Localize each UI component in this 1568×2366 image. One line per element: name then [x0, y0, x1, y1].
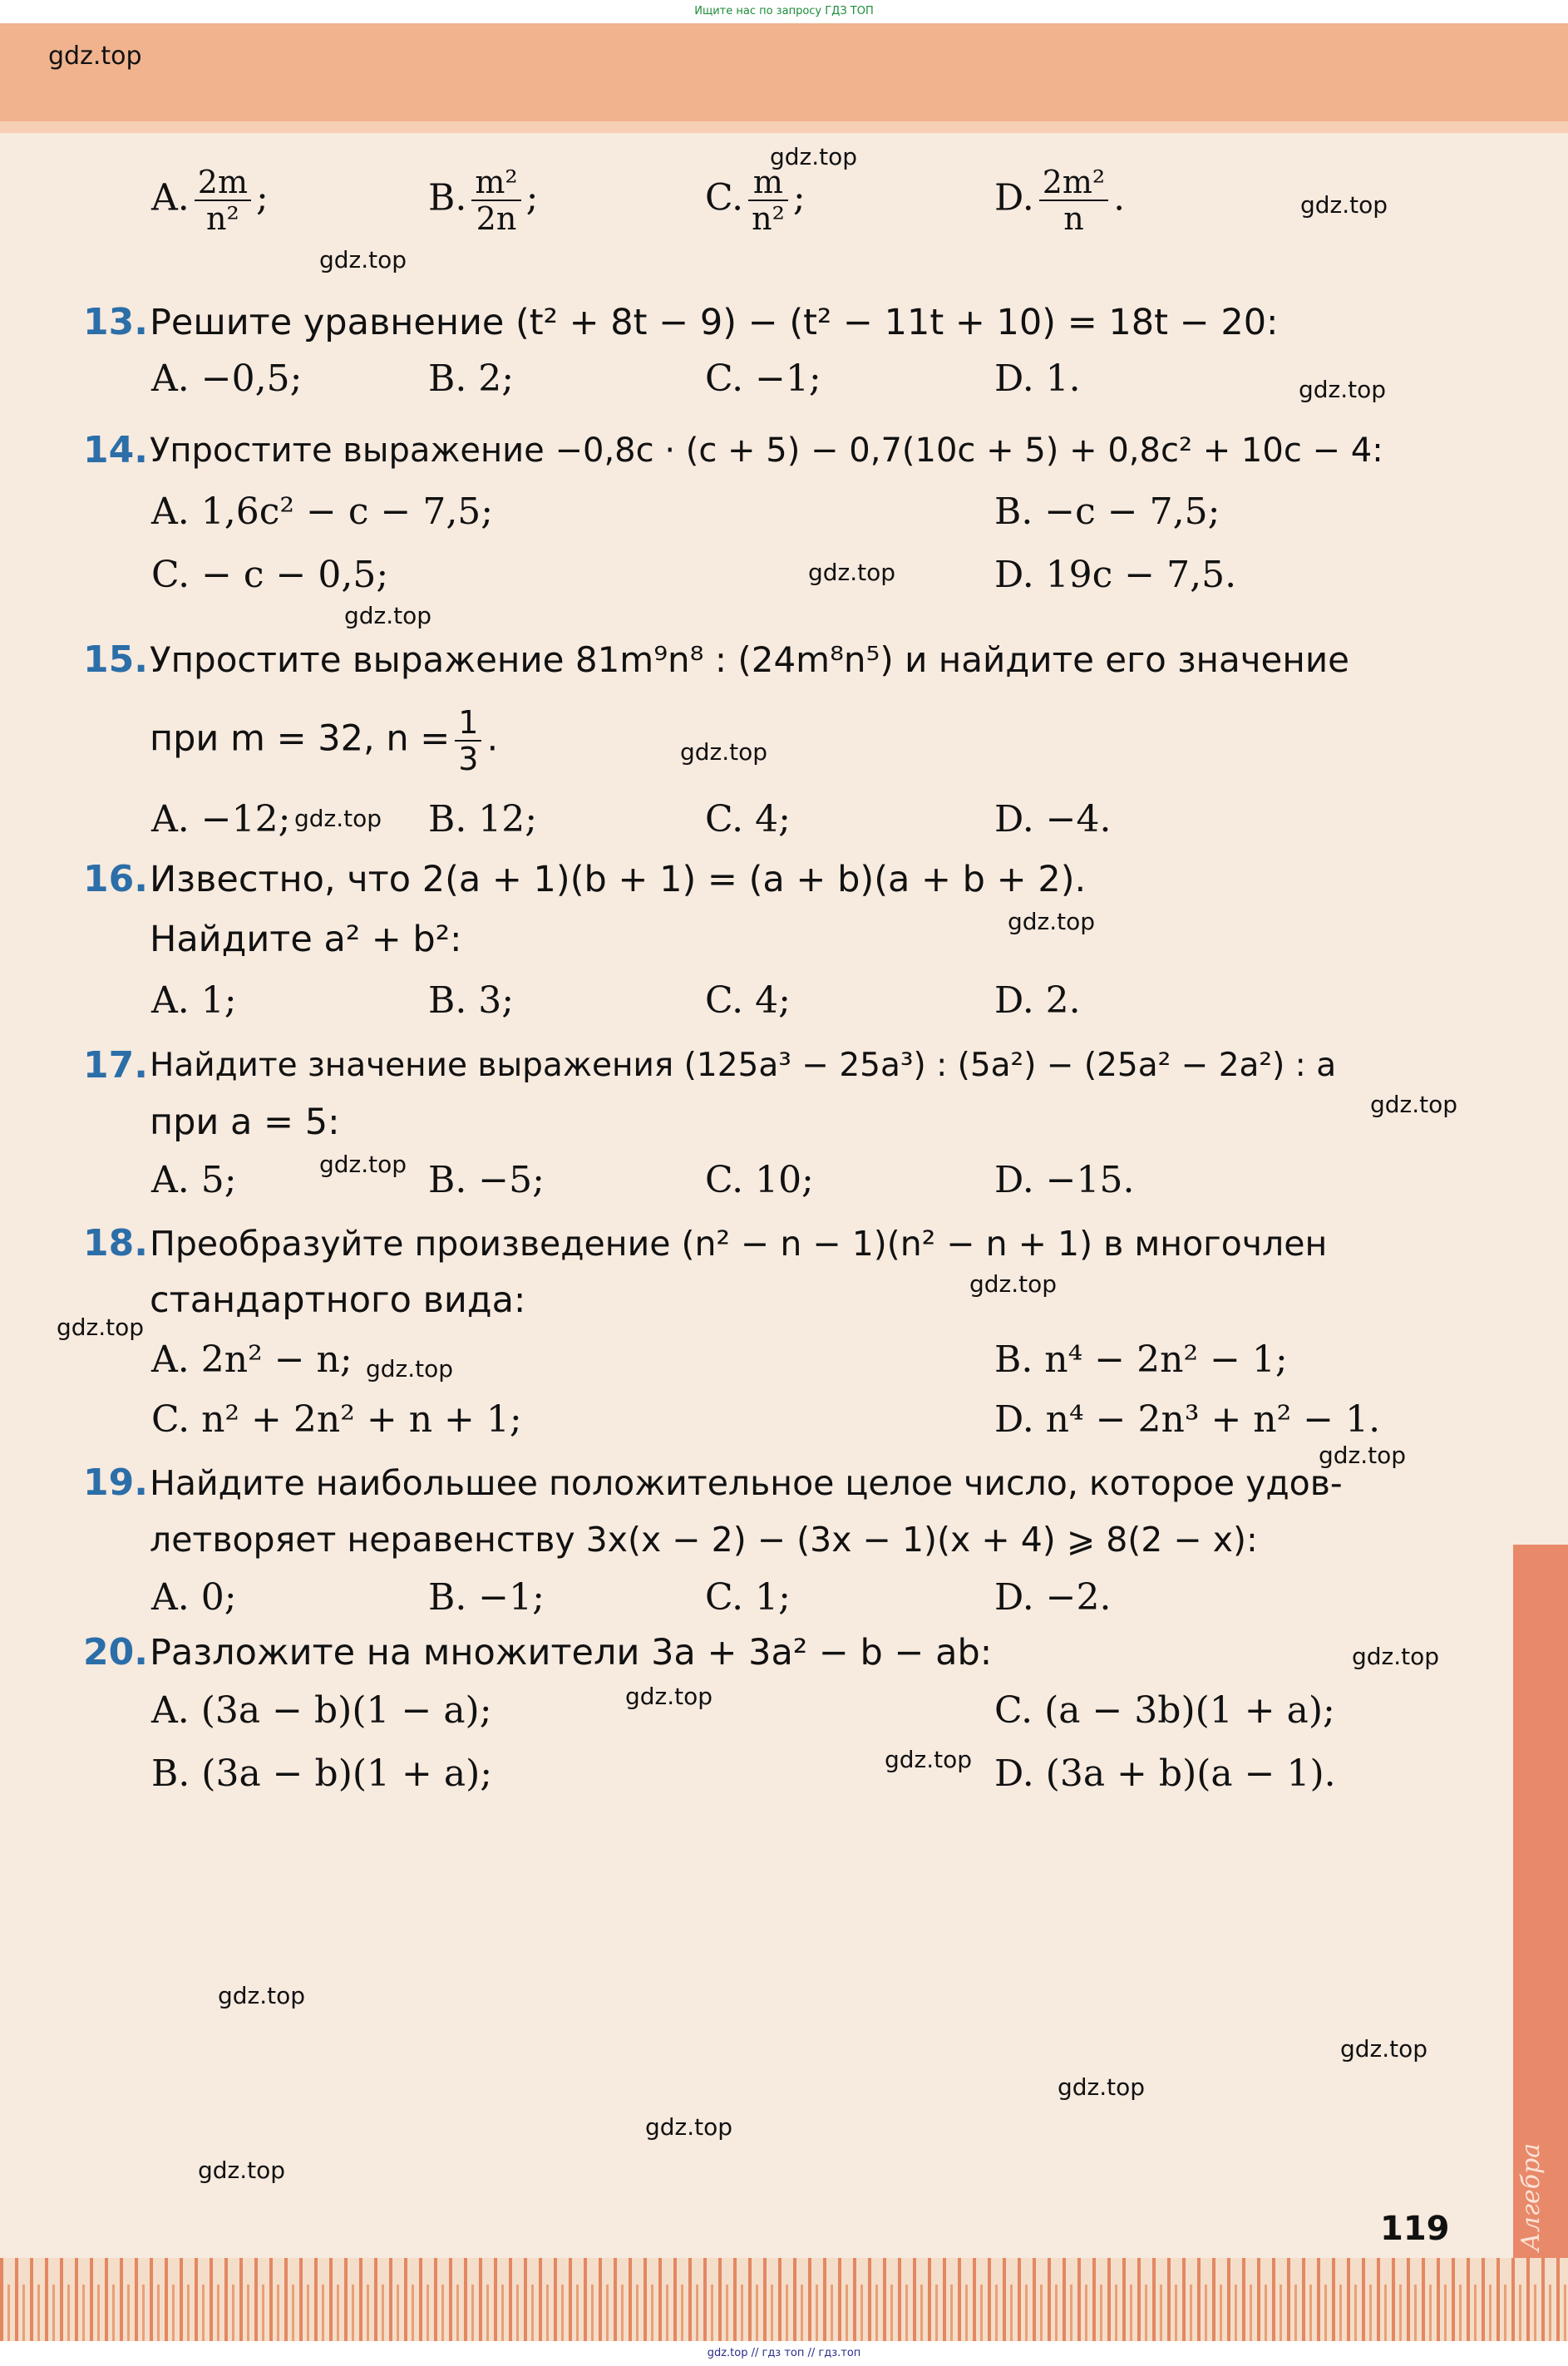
q17-text-line2: при a = 5:: [150, 1102, 340, 1143]
top-search-hint: Ищите нас по запросу ГДЗ ТОП: [694, 5, 874, 17]
q19-text-line2: летворяет неравенству 3x(x − 2) − (3x − 1)(x + 4) ⩾ 8(2 − x):: [150, 1520, 1258, 1560]
q15-number: 15.: [83, 638, 148, 681]
q20-answer-d: D. (3a + b)(a − 1).: [994, 1752, 1336, 1795]
q19-number: 19.: [83, 1461, 148, 1504]
q13-answer-a: A. −0,5;: [151, 357, 303, 400]
watermark: gdz.top: [1352, 1643, 1440, 1670]
header-stripe: [0, 121, 1568, 133]
q18-answer-d: D. n⁴ − 2n³ + n² − 1.: [994, 1398, 1381, 1441]
q17-answer-a: A. 5;: [151, 1159, 237, 1201]
q14-answer-c: C. − c − 0,5;: [151, 554, 389, 596]
q20-number: 20.: [83, 1631, 148, 1673]
q19-text: Найдите наибольшее положительное целое число, которое удов-: [150, 1463, 1343, 1503]
q14-answer-d: D. 19c − 7,5.: [994, 554, 1237, 596]
q15-answer-d: D. −4.: [994, 798, 1112, 840]
q14-answer-b: B. −c − 7,5;: [994, 490, 1220, 533]
watermark: gdz.top: [680, 738, 768, 766]
q20-answer-b: B. (3a − b)(1 + a);: [151, 1752, 493, 1795]
watermark: gdz.top: [48, 42, 142, 71]
watermark: gdz.top: [366, 1355, 454, 1383]
header-band: [0, 23, 1568, 121]
q13-answer-c: C. −1;: [705, 357, 821, 400]
q20-text: Разложите на множители 3a + 3a² − b − ab:: [150, 1632, 993, 1673]
q18-text: Преобразуйте произведение (n² − n − 1)(n² − n + 1) в многочлен: [150, 1224, 1328, 1264]
side-label: Алгебра: [1516, 2142, 1546, 2251]
q16-answer-c: C. 4;: [705, 979, 791, 1022]
q17-text: Найдите значение выражения (125a³ − 25a³) : (5a²) − (25a² − 2a²) : a: [150, 1047, 1337, 1084]
bottom-links[interactable]: gdz.top // гдз топ // гдз.топ: [0, 2341, 1568, 2366]
q13-answer-b: B. 2;: [428, 357, 515, 400]
q13-number: 13.: [83, 301, 148, 343]
q14-number: 14.: [83, 429, 148, 471]
watermark: gdz.top: [625, 1683, 713, 1710]
watermark: gdz.top: [645, 2113, 733, 2141]
q12-answer-a: A. $\frac{2m}{\text{n²}}$ ;: [151, 164, 269, 237]
page-number: 119: [1380, 2210, 1450, 2248]
watermark: gdz.top: [969, 1270, 1058, 1298]
watermark: gdz.top: [1058, 2073, 1146, 2101]
q16-answer-d: D. 2.: [994, 979, 1081, 1022]
q18-answer-b: B. n⁴ − 2n² − 1;: [994, 1338, 1288, 1381]
q16-answer-a: A. 1;: [151, 979, 237, 1022]
q15-answer-c: C. 4;: [705, 798, 791, 840]
q20-answer-a: A. (3a − b)(1 − a);: [151, 1689, 492, 1732]
q12-answer-d: D. $\frac{\text{2m²}}{n}$ .: [994, 164, 1126, 237]
q15-text: Упростите выражение 81m⁹n⁸ : (24m⁸n⁵) и найдите его значение: [150, 639, 1349, 680]
q13-text: Решите уравнение (t² + 8t − 9) − (t² − 11t + 10) = 18t − 20:: [150, 302, 1279, 343]
q19-answer-a: A. 0;: [151, 1576, 237, 1619]
q17-number: 17.: [83, 1044, 148, 1087]
watermark: gdz.top: [1370, 1091, 1458, 1118]
q19-answer-d: D. −2.: [994, 1576, 1112, 1619]
q16-number: 16.: [83, 858, 148, 900]
q19-answer-c: C. 1;: [705, 1576, 791, 1619]
watermark: gdz.top: [770, 143, 858, 170]
watermark: gdz.top: [319, 246, 407, 274]
watermark: gdz.top: [885, 1746, 973, 1773]
watermark: gdz.top: [1319, 1442, 1407, 1469]
q15-text-line2: при m = 32, n = $\frac{1}{3}$ .: [150, 704, 499, 777]
watermark: gdz.top: [1340, 2035, 1428, 2063]
watermark: gdz.top: [1300, 191, 1388, 219]
ruler-ticks-short: [7, 2285, 1568, 2341]
q18-number: 18.: [83, 1222, 148, 1264]
watermark: gdz.top: [808, 559, 896, 586]
q14-answer-a: A. 1,6c² − c − 7,5;: [151, 490, 494, 533]
q16-text: Известно, что 2(a + 1)(b + 1) = (a + b)(a + b + 2).: [150, 859, 1087, 900]
q12-answer-b: B. $\frac{\text{m²}}{2n}$ ;: [428, 164, 539, 237]
q17-answer-c: C. 10;: [705, 1159, 814, 1201]
q20-answer-c: C. (a − 3b)(1 + a);: [994, 1689, 1335, 1732]
watermark: gdz.top: [57, 1314, 145, 1341]
q16-text-line2: Найдите a² + b²:: [150, 919, 462, 960]
q18-answer-a: A. 2n² − n;: [151, 1338, 353, 1381]
q18-answer-c: C. n² + 2n² + n + 1;: [151, 1398, 522, 1441]
watermark: gdz.top: [218, 1982, 306, 2009]
watermark: gdz.top: [294, 805, 382, 832]
textbook-page: [0, 23, 1568, 2341]
watermark: gdz.top: [319, 1151, 407, 1178]
q15-answer-a: A. −12;: [151, 798, 291, 840]
q17-answer-b: B. −5;: [428, 1159, 545, 1201]
q18-text-line2: стандартного вида:: [150, 1279, 526, 1321]
q19-answer-b: B. −1;: [428, 1576, 545, 1619]
q15-answer-b: B. 12;: [428, 798, 538, 840]
watermark: gdz.top: [344, 602, 432, 629]
q14-text: Упростите выражение −0,8c · (c + 5) − 0,7(10c + 5) + 0,8c² + 10c − 4:: [150, 431, 1383, 470]
q12-answer-c: C. $\frac{m}{\text{n²}}$ ;: [705, 164, 806, 237]
q17-answer-d: D. −15.: [994, 1159, 1135, 1201]
watermark: gdz.top: [1299, 376, 1387, 403]
q13-answer-d: D. 1.: [994, 357, 1081, 400]
watermark: gdz.top: [198, 2157, 286, 2184]
watermark: gdz.top: [1008, 908, 1096, 935]
q16-answer-b: B. 3;: [428, 979, 515, 1022]
